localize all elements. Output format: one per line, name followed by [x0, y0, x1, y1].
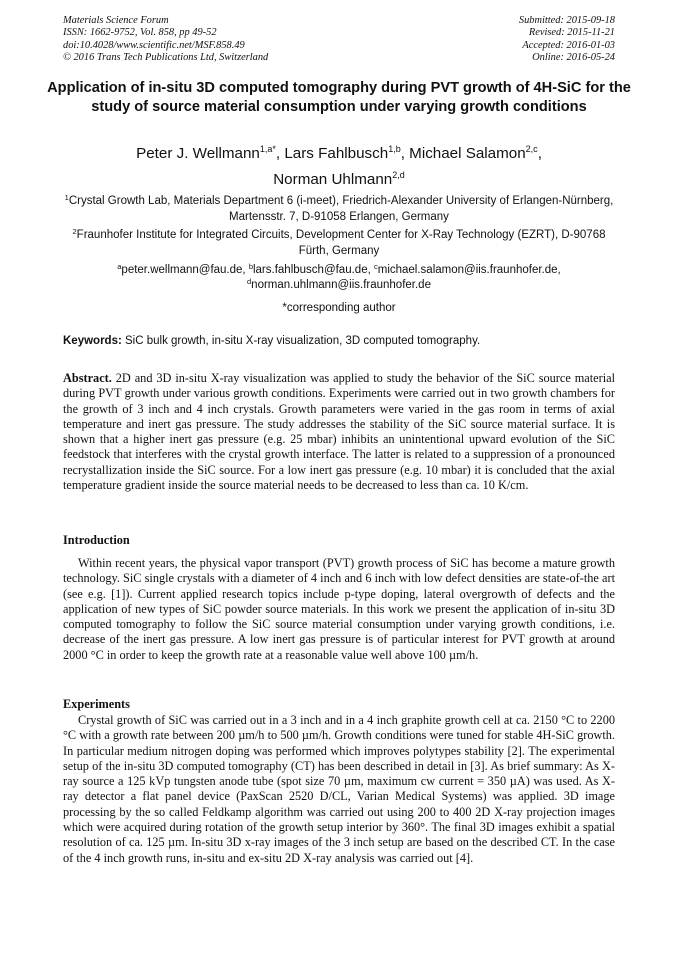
- abstract-label: Abstract.: [63, 371, 112, 385]
- abstract-text: 2D and 3D in-situ X-ray visualization was applied to study the behavior of the SiC source material during PVT growth under various growth conditions. Experiments were carried out in two growth chambers for the growth of 3 inch and 4 inch crystals. Growth parameters were varied in the gas room in terms of axial temperature and inert gas pressure. The study addresses the stability of the SiC source material surface. It is shown that a higher inert gas pressure (e.g. 25 mbar) inhibits an unintentional upward evolution of the SiC feedstock that interferes with the crystal growth interface. The latter is related to a suppression of a pronounced recrystallization inside the SiC source. For a low inert gas pressure (e.g. 10 mbar) it is concluded that the axial temperature gradient inside the source material needs to be decreased to less than ca. 10 K/cm.: [63, 371, 615, 493]
- author: Peter J. Wellmann$^{1,a*}$,: [136, 144, 285, 162]
- accepted-date: Accepted: 2016-01-03: [522, 39, 615, 51]
- doi-link[interactable]: doi:10.4028/www.scientific.net/MSF.858.49: [63, 39, 245, 51]
- email-list: [56, 263, 622, 293]
- abstract: [63, 371, 615, 493]
- email-link[interactable]: $^c$michael.salamon@iis.fraunhofer.de,: [373, 262, 561, 276]
- affiliation: $^2$Fraunhofer Institute for Integrated Circuits, Development Center for X-Ray Technology (EZRT), D-90768 Fürth, Germany: [72, 227, 606, 257]
- keywords-text: SiC bulk growth, in-situ X-ray visualization, 3D computed tomography.: [121, 335, 481, 347]
- issn-line: ISSN: 1662-9752, Vol. 858, pp 49-52: [63, 27, 217, 39]
- affiliation: $^1$Crystal Growth Lab, Materials Department 6 (i-meet), Friedrich-Alexander University of Erlangen-Nürnberg, Martensstr. 7, D-91058 Erlangen, Germany: [64, 193, 614, 223]
- email-link[interactable]: $^b$lars.fahlbusch@fau.de,: [248, 262, 374, 276]
- publication-dates: [519, 15, 615, 65]
- journal-info: [63, 15, 268, 65]
- keywords: [63, 334, 615, 349]
- author: Michael Salamon$^{2,c}$,: [409, 144, 542, 162]
- online-date: Online: 2016-05-24: [532, 52, 615, 64]
- email-link[interactable]: $^d$norman.uhlmann@iis.fraunhofer.de: [247, 277, 431, 291]
- section-heading-introduction: Introduction: [63, 533, 130, 547]
- journal-name: Materials Science Forum: [63, 15, 169, 26]
- author: Lars Fahlbusch$^{1,b}$,: [284, 144, 410, 162]
- paper-title: Application of in-situ 3D computed tomography during PVT growth of 4H-SiC for the study of source material consumption under varying growth conditions: [47, 80, 631, 115]
- email-link[interactable]: $^a$peter.wellmann@fau.de,: [117, 262, 249, 276]
- submitted-date: Submitted: 2015-09-18: [518, 15, 615, 26]
- keywords-label: Keywords:: [63, 335, 122, 347]
- section-heading-experiments: Experiments: [63, 697, 130, 711]
- corresponding-note: *corresponding author: [282, 302, 396, 314]
- author-list: [40, 141, 638, 193]
- revised-date: Revised: 2015-11-21: [528, 27, 615, 39]
- introduction-text: Within recent years, the physical vapor transport (PVT) growth process of SiC has become a mature growth technology. SiC single crystals with a diameter of 4 inch and 6 inch with low defect densities are state-of-the art (see e.g. [1]). Current applied research topics include p-type doping, lateral overgrowth of defects and the application of new types of SiC powder source materials. In this work we present the application of in-situ 3D computed tomography to follow the SiC source material consumption under varying growth conditions, i.e. decrease of the inert gas pressure. A low inert gas pressure is of particular interest for PVT growth at around 2000 °C in order to keep the growth rate at a reasonable value well above 100 µm/h.: [63, 556, 615, 662]
- author: Norman Uhlmann$^{2,d}$: [273, 170, 405, 188]
- copyright-line: © 2016 Trans Tech Publications Ltd, Switzerland: [63, 52, 269, 64]
- experiments-text: Crystal growth of SiC was carried out in a 3 inch and in a 4 inch graphite growth cell at ca. 2150 °C to 2200 °C with a growth rate between 200 µm/h to 500 µm/h. Growth conditions were tuned for stable 4H-SiC growth. In particular medium nitrogen doping was performed which improves polytypes stability [2]. The experimental setup of the in-situ 3D computed tomography (CT) has been described in detail in [3]. As brief summary: As X-ray source a 125 kVp tungsten anode tube (spot size 70 µm, maximum cw current = 350 µA) was used. As X-ray detector a flat panel device (PaxScan 2520 D/CL, Varian Medical Systems) was applied. 3D image processing by the so called Feldkamp algorithm was carried out using 200 to 400 2D X-ray projection images which were acquired during rotation of the growth setup interior by 360°. The final 3D images exhibit a spatial resolution of ca. 125 µm. In-situ 3D x-ray images of the 3 inch setup are based on the described CT. In the case of the 4 inch growth runs, in-situ and ex-situ 2D X-ray analysis was carried out [4].: [63, 713, 615, 865]
